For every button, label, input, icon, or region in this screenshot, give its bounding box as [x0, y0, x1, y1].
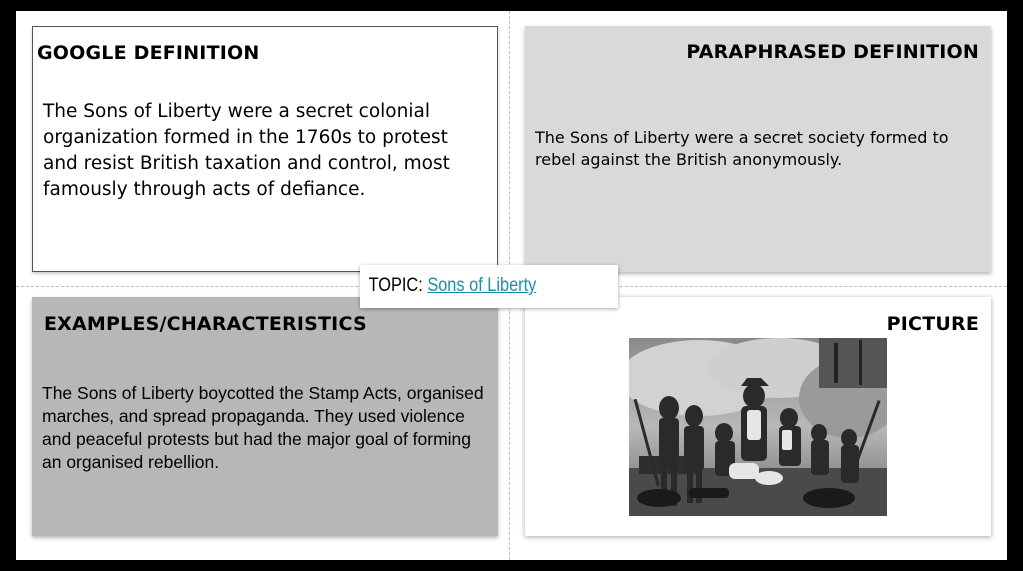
picture-title: PICTURE: [886, 313, 979, 335]
topic-label-box: [360, 265, 618, 308]
picture-card[interactable]: [525, 297, 991, 536]
topic-link[interactable]: Sons of Liberty: [427, 275, 537, 296]
slide-canvas: [16, 11, 1007, 560]
examples-characteristics-text: The Sons of Liberty boycotted the Stamp Acts, organised marches, and spread propaganda. They used violence and peaceful protests but had the major goal of forming an organised rebellion.: [42, 383, 484, 472]
paraphrased-definition-card[interactable]: [525, 26, 991, 272]
topic-label: TOPIC:: [368, 275, 428, 296]
paraphrased-definition-title: PARAPHRASED DEFINITION: [686, 41, 979, 63]
sons-of-liberty-engraving-image: [629, 338, 887, 516]
google-definition-title: GOOGLE DEFINITION: [37, 42, 260, 64]
google-definition-card[interactable]: [32, 26, 498, 272]
google-definition-text: The Sons of Liberty were a secret colonial organization formed in the 1760s to protest and resist British taxation and control, most famously through acts of defiance.: [43, 101, 450, 200]
paraphrased-definition-text: The Sons of Liberty were a secret society formed to rebel against the British anonymously.: [535, 128, 949, 169]
examples-characteristics-card[interactable]: [32, 297, 498, 536]
examples-characteristics-title: EXAMPLES/CHARACTERISTICS: [44, 313, 367, 335]
